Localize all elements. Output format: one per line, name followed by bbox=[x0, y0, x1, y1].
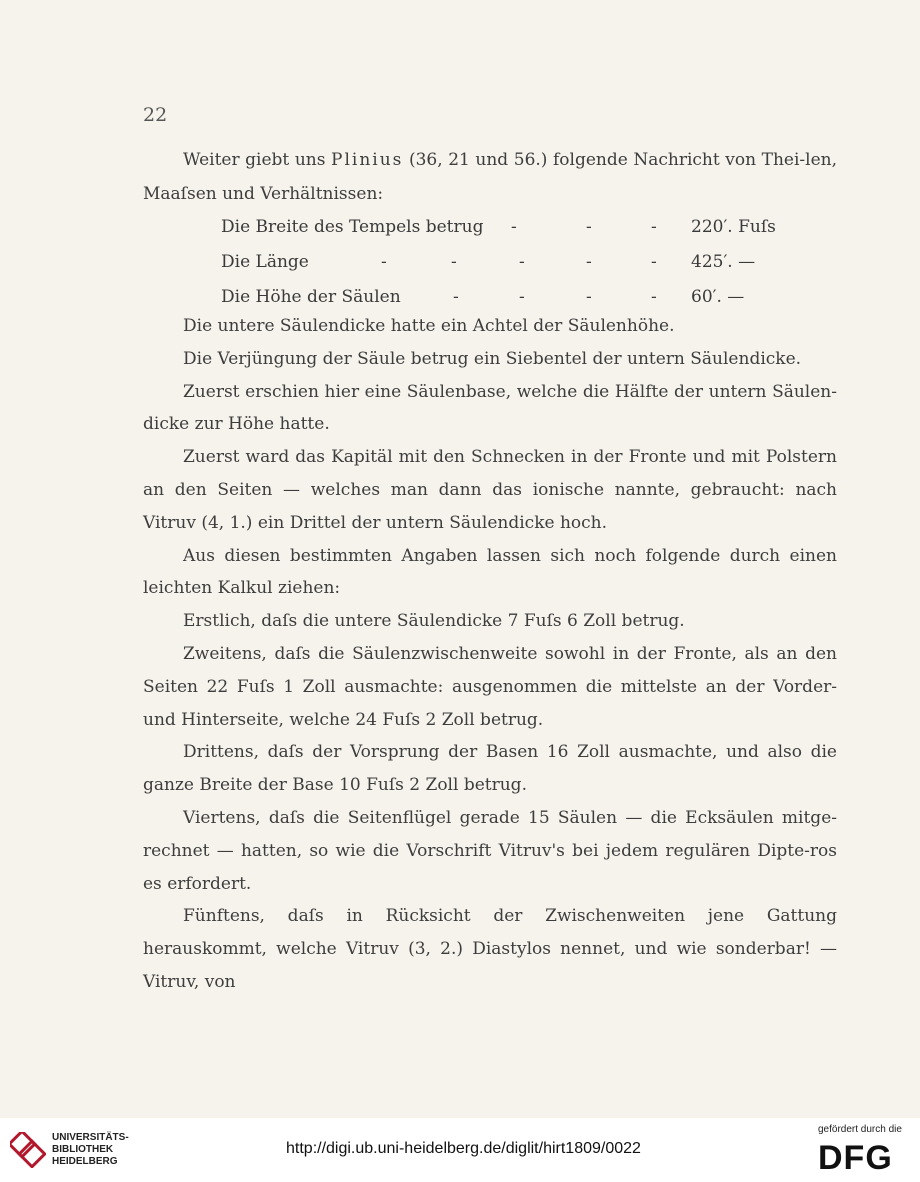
table-row-dash: - bbox=[451, 252, 457, 272]
page-number: 22 bbox=[143, 104, 168, 126]
table-row-dash: - bbox=[651, 287, 657, 307]
table-row bbox=[221, 210, 781, 245]
permalink-url[interactable]: http://digi.ub.uni-heidelberg.de/diglit/hirt1809/0022 bbox=[286, 1140, 641, 1157]
table-row-dash: - bbox=[453, 287, 459, 307]
author-name-plinius: Plinius bbox=[331, 150, 404, 170]
paragraph: Viertens, daſs die Seitenflügel gerade 15 Säulen — die Ecksäulen mitge-rechnet — hatten, so wie die Vorschrift Vitruv's bei jedem regulären Dipte-ros es erfordert. bbox=[143, 807, 837, 894]
paragraph: Zuerst erschien hier eine Säulenbase, welche die Hälfte der untern Säulen-dicke zur Höhe hatte. bbox=[143, 381, 837, 435]
intro-text bbox=[143, 143, 837, 211]
intro-text-part-3: (36, 21 und 56.) folgende Nachricht von Thei-len, Maaſsen und Verhältnissen: bbox=[143, 150, 838, 204]
paragraph: Erstlich, daſs die untere Säulendicke 7 Fuſs 6 Zoll betrug. bbox=[183, 611, 685, 632]
table-row-value: 425′. — bbox=[691, 252, 756, 272]
table-row-value: 220′. Fuſs bbox=[691, 217, 776, 237]
paragraph: Die Verjüngung der Säule betrug ein Siebentel der untern Säulendicke. bbox=[183, 348, 802, 369]
paragraph: Zuerst ward das Kapitäl mit den Schnecken in der Fronte und mit Polstern an den Seiten — welches man dann das ionische nannte, gebraucht: nach Vitruv (4, 1.) ein Drittel der untern Säulendicke hoch. bbox=[143, 447, 837, 533]
dimensions-table bbox=[221, 210, 781, 315]
table-row-dash: - bbox=[651, 252, 657, 272]
table-row-dash: - bbox=[519, 252, 525, 272]
paragraph: Die untere Säulendicke hatte ein Achtel der Säulenhöhe. bbox=[183, 316, 675, 336]
paragraph: Fünftens, daſs in Rücksicht der Zwischenweiten jene Gattung herauskommt, welche Vitruv (3, 2.) Diastylos nennet, und wie sonderbar! — Vitruv, von bbox=[143, 906, 837, 992]
table-row-dash: - bbox=[586, 217, 592, 237]
table-row-dash: - bbox=[586, 287, 592, 307]
table-row-value: 60′. — bbox=[691, 287, 745, 307]
table-row bbox=[221, 245, 781, 280]
library-name-line: HEIDELBERG bbox=[52, 1156, 118, 1167]
intro-text-part-1: Weiter giebt uns bbox=[183, 150, 332, 170]
table-row-dash: - bbox=[511, 217, 517, 237]
university-library-logo-icon[interactable] bbox=[10, 1132, 46, 1168]
library-name-line: UNIVERSITÄTS- bbox=[52, 1132, 129, 1143]
library-name bbox=[52, 1132, 129, 1168]
table-row-dash: - bbox=[381, 252, 387, 272]
table-row-label: Die Höhe der Säulen bbox=[221, 287, 401, 307]
intro-paragraph bbox=[143, 143, 837, 211]
paragraph: Drittens, daſs der Vorsprung der Basen 16 Zoll ausmachte, und also die ganze Breite der Base 10 Fuſs 2 Zoll betrug. bbox=[143, 742, 837, 796]
dfg-logo[interactable]: DFG bbox=[818, 1139, 893, 1177]
table-row-dash: - bbox=[651, 217, 657, 237]
table-row-label: Die Breite des Tempels betrug bbox=[221, 217, 484, 237]
paragraph: Zweitens, daſs die Säulenzwischenweite sowohl in der Fronte, als an den Seiten 22 Fuſs 1 Zoll ausmachte: ausgenommen die mittelste an der Vorder- und Hinterseite, welche 24 Fuſs 2 Zoll betrug. bbox=[143, 643, 837, 730]
table-row-dash: - bbox=[586, 252, 592, 272]
table-row-label: Die Länge bbox=[221, 252, 309, 272]
library-name-line: BIBLIOTHEK bbox=[52, 1144, 114, 1155]
paragraph: Aus diesen bestimmten Angaben lassen sich noch folgende durch einen leichten Kalkul ziehen: bbox=[143, 545, 837, 599]
table-row-dash: - bbox=[519, 287, 525, 307]
funded-by-label: gefördert durch die bbox=[818, 1124, 902, 1135]
body-text bbox=[143, 310, 837, 999]
footer-bar bbox=[0, 1118, 920, 1182]
